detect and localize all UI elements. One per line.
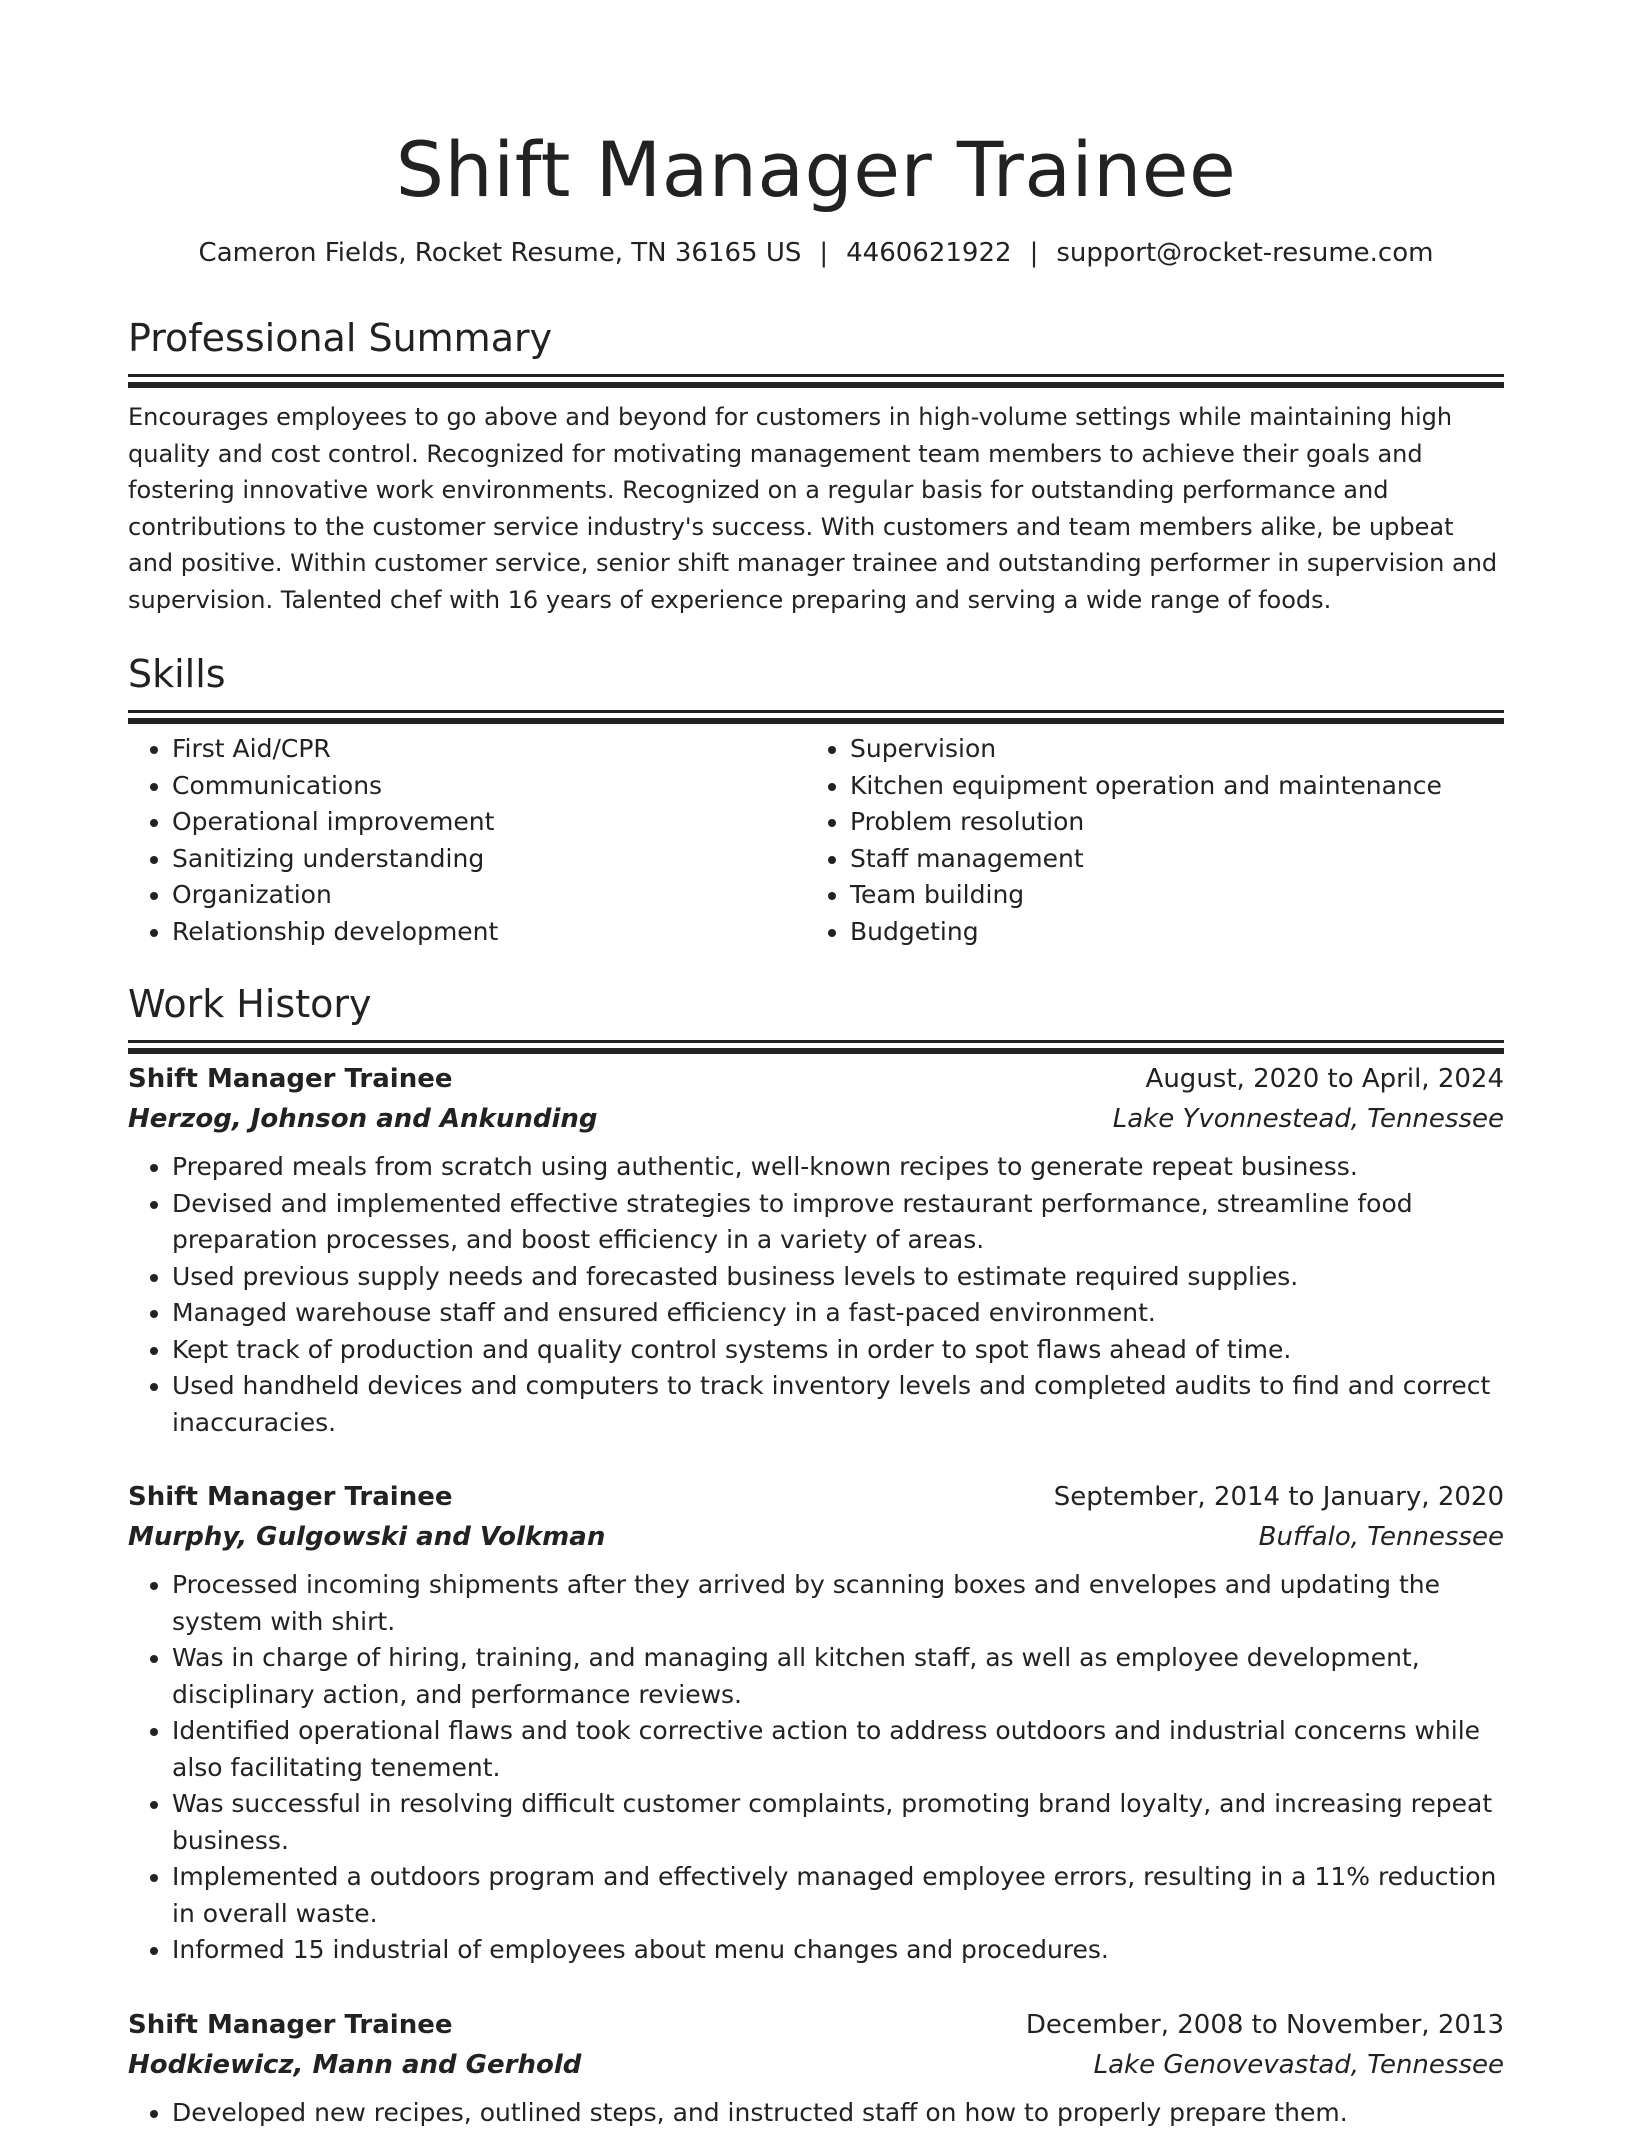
job-subheader-row <box>128 1517 1504 1557</box>
job-bullet: • Was in charge of hiring, training, and managing all kitchen staff, as well as employee development, disciplinary action, and performance reviews. <box>172 1640 1504 1713</box>
summary-heading: Professional Summary <box>128 316 1504 360</box>
job-bullet: • Used handheld devices and computers to track inventory levels and completed audits to find and correct inaccuracies. <box>172 1368 1504 1441</box>
resume-title: Shift Manager Trainee <box>128 124 1504 216</box>
skill-item: • First Aid/CPR <box>172 731 806 768</box>
job-header-row <box>128 1059 1504 1099</box>
skill-item: • Kitchen equipment operation and maintenance <box>850 768 1484 805</box>
section-divider <box>128 1040 1504 1043</box>
job-dates: December, 2008 to November, 2013 <box>1026 2005 1504 2045</box>
contact-phone: 4460621922 <box>846 238 1011 268</box>
skill-item: • Operational improvement <box>172 804 806 841</box>
work-history-section <box>128 982 1504 2131</box>
job-bullet: • Prepared meals from scratch using authentic, well-known recipes to generate repeat business. <box>172 1149 1504 1186</box>
job-header-row <box>128 2005 1504 2045</box>
job-bullet: • Was successful in resolving difficult customer complaints, promoting brand loyalty, and increasing repeat business. <box>172 1786 1504 1859</box>
job-location: Lake Genovevastad, Tennessee <box>1094 2045 1504 2085</box>
section-divider <box>128 374 1504 377</box>
work-history-heading: Work History <box>128 982 1504 1026</box>
job-bullet: • Developed new recipes, outlined steps, and instructed staff on how to properly prepare them. <box>172 2095 1504 2131</box>
job-location: Lake Yvonnestead, Tennessee <box>1113 1099 1504 1139</box>
job-entry <box>128 1477 1504 1969</box>
job-bullets <box>128 2095 1504 2131</box>
job-bullet: • Processed incoming shipments after they arrived by scanning boxes and envelopes and updating the system with shirt. <box>172 1567 1504 1640</box>
skills-list-left <box>128 731 806 950</box>
job-subheader-row <box>128 1099 1504 1139</box>
job-bullet: • Devised and implemented effective strategies to improve restaurant performance, streamline food preparation processes, and boost efficiency in a variety of areas. <box>172 1186 1504 1259</box>
job-bullets <box>128 1567 1504 1969</box>
skill-item: • Budgeting <box>850 914 1484 951</box>
skill-item: • Organization <box>172 877 806 914</box>
job-bullet: • Identified operational flaws and took corrective action to address outdoors and industrial concerns while also facilitating tenement. <box>172 1713 1504 1786</box>
contact-line <box>128 236 1504 270</box>
skill-item: • Communications <box>172 768 806 805</box>
job-bullet: • Managed warehouse staff and ensured efficiency in a fast-paced environment. <box>172 1295 1504 1332</box>
skill-item: • Team building <box>850 877 1484 914</box>
skills-list-right <box>806 731 1484 950</box>
skill-item: • Relationship development <box>172 914 806 951</box>
resume-page <box>128 0 1504 2131</box>
job-bullet: • Implemented a outdoors program and effectively managed employee errors, resulting in a 11% reduction in overall waste. <box>172 1859 1504 1932</box>
job-company: Herzog, Johnson and Ankunding <box>128 1099 598 1139</box>
skill-item: • Problem resolution <box>850 804 1484 841</box>
contact-separator: | <box>819 236 828 270</box>
job-subheader-row <box>128 2045 1504 2085</box>
job-entry <box>128 1059 1504 1441</box>
skills-section <box>128 652 1504 950</box>
job-header-row <box>128 1477 1504 1517</box>
skills-grid <box>128 731 1504 950</box>
contact-separator: | <box>1030 236 1039 270</box>
job-dates: August, 2020 to April, 2024 <box>1146 1059 1504 1099</box>
summary-section <box>128 316 1504 618</box>
job-location: Buffalo, Tennessee <box>1259 1517 1504 1557</box>
job-bullet: • Informed 15 industrial of employees about menu changes and procedures. <box>172 1932 1504 1969</box>
job-company: Murphy, Gulgowski and Volkman <box>128 1517 605 1557</box>
job-title: Shift Manager Trainee <box>128 1059 452 1099</box>
job-entry <box>128 2005 1504 2131</box>
contact-address: Cameron Fields, Rocket Resume, TN 36165 US <box>199 238 802 268</box>
section-divider <box>128 710 1504 713</box>
job-bullet: • Used previous supply needs and forecasted business levels to estimate required supplies. <box>172 1259 1504 1296</box>
job-title: Shift Manager Trainee <box>128 1477 452 1517</box>
contact-email: support@rocket-resume.com <box>1056 238 1433 268</box>
skill-item: • Supervision <box>850 731 1484 768</box>
job-company: Hodkiewicz, Mann and Gerhold <box>128 2045 581 2085</box>
job-dates: September, 2014 to January, 2020 <box>1054 1477 1504 1517</box>
summary-text: Encourages employees to go above and beyond for customers in high-volume settings while maintaining high quality and cost control. Recognized for motivating management team members to achieve their goals and fostering innovative work environments. Recognized on a regular basis for outstanding performance and contributions to the customer service industry's success. With customers and team members alike, be upbeat and positive. Within customer service, senior shift manager trainee and outstanding performer in supervision and supervision. Talented chef with 16 years of experience preparing and serving a wide range of foods. <box>128 399 1504 618</box>
job-bullet: • Kept track of production and quality control systems in order to spot flaws ahead of time. <box>172 1332 1504 1369</box>
job-bullets <box>128 1149 1504 1441</box>
skill-item: • Staff management <box>850 841 1484 878</box>
skill-item: • Sanitizing understanding <box>172 841 806 878</box>
skills-heading: Skills <box>128 652 1504 696</box>
job-title: Shift Manager Trainee <box>128 2005 452 2045</box>
